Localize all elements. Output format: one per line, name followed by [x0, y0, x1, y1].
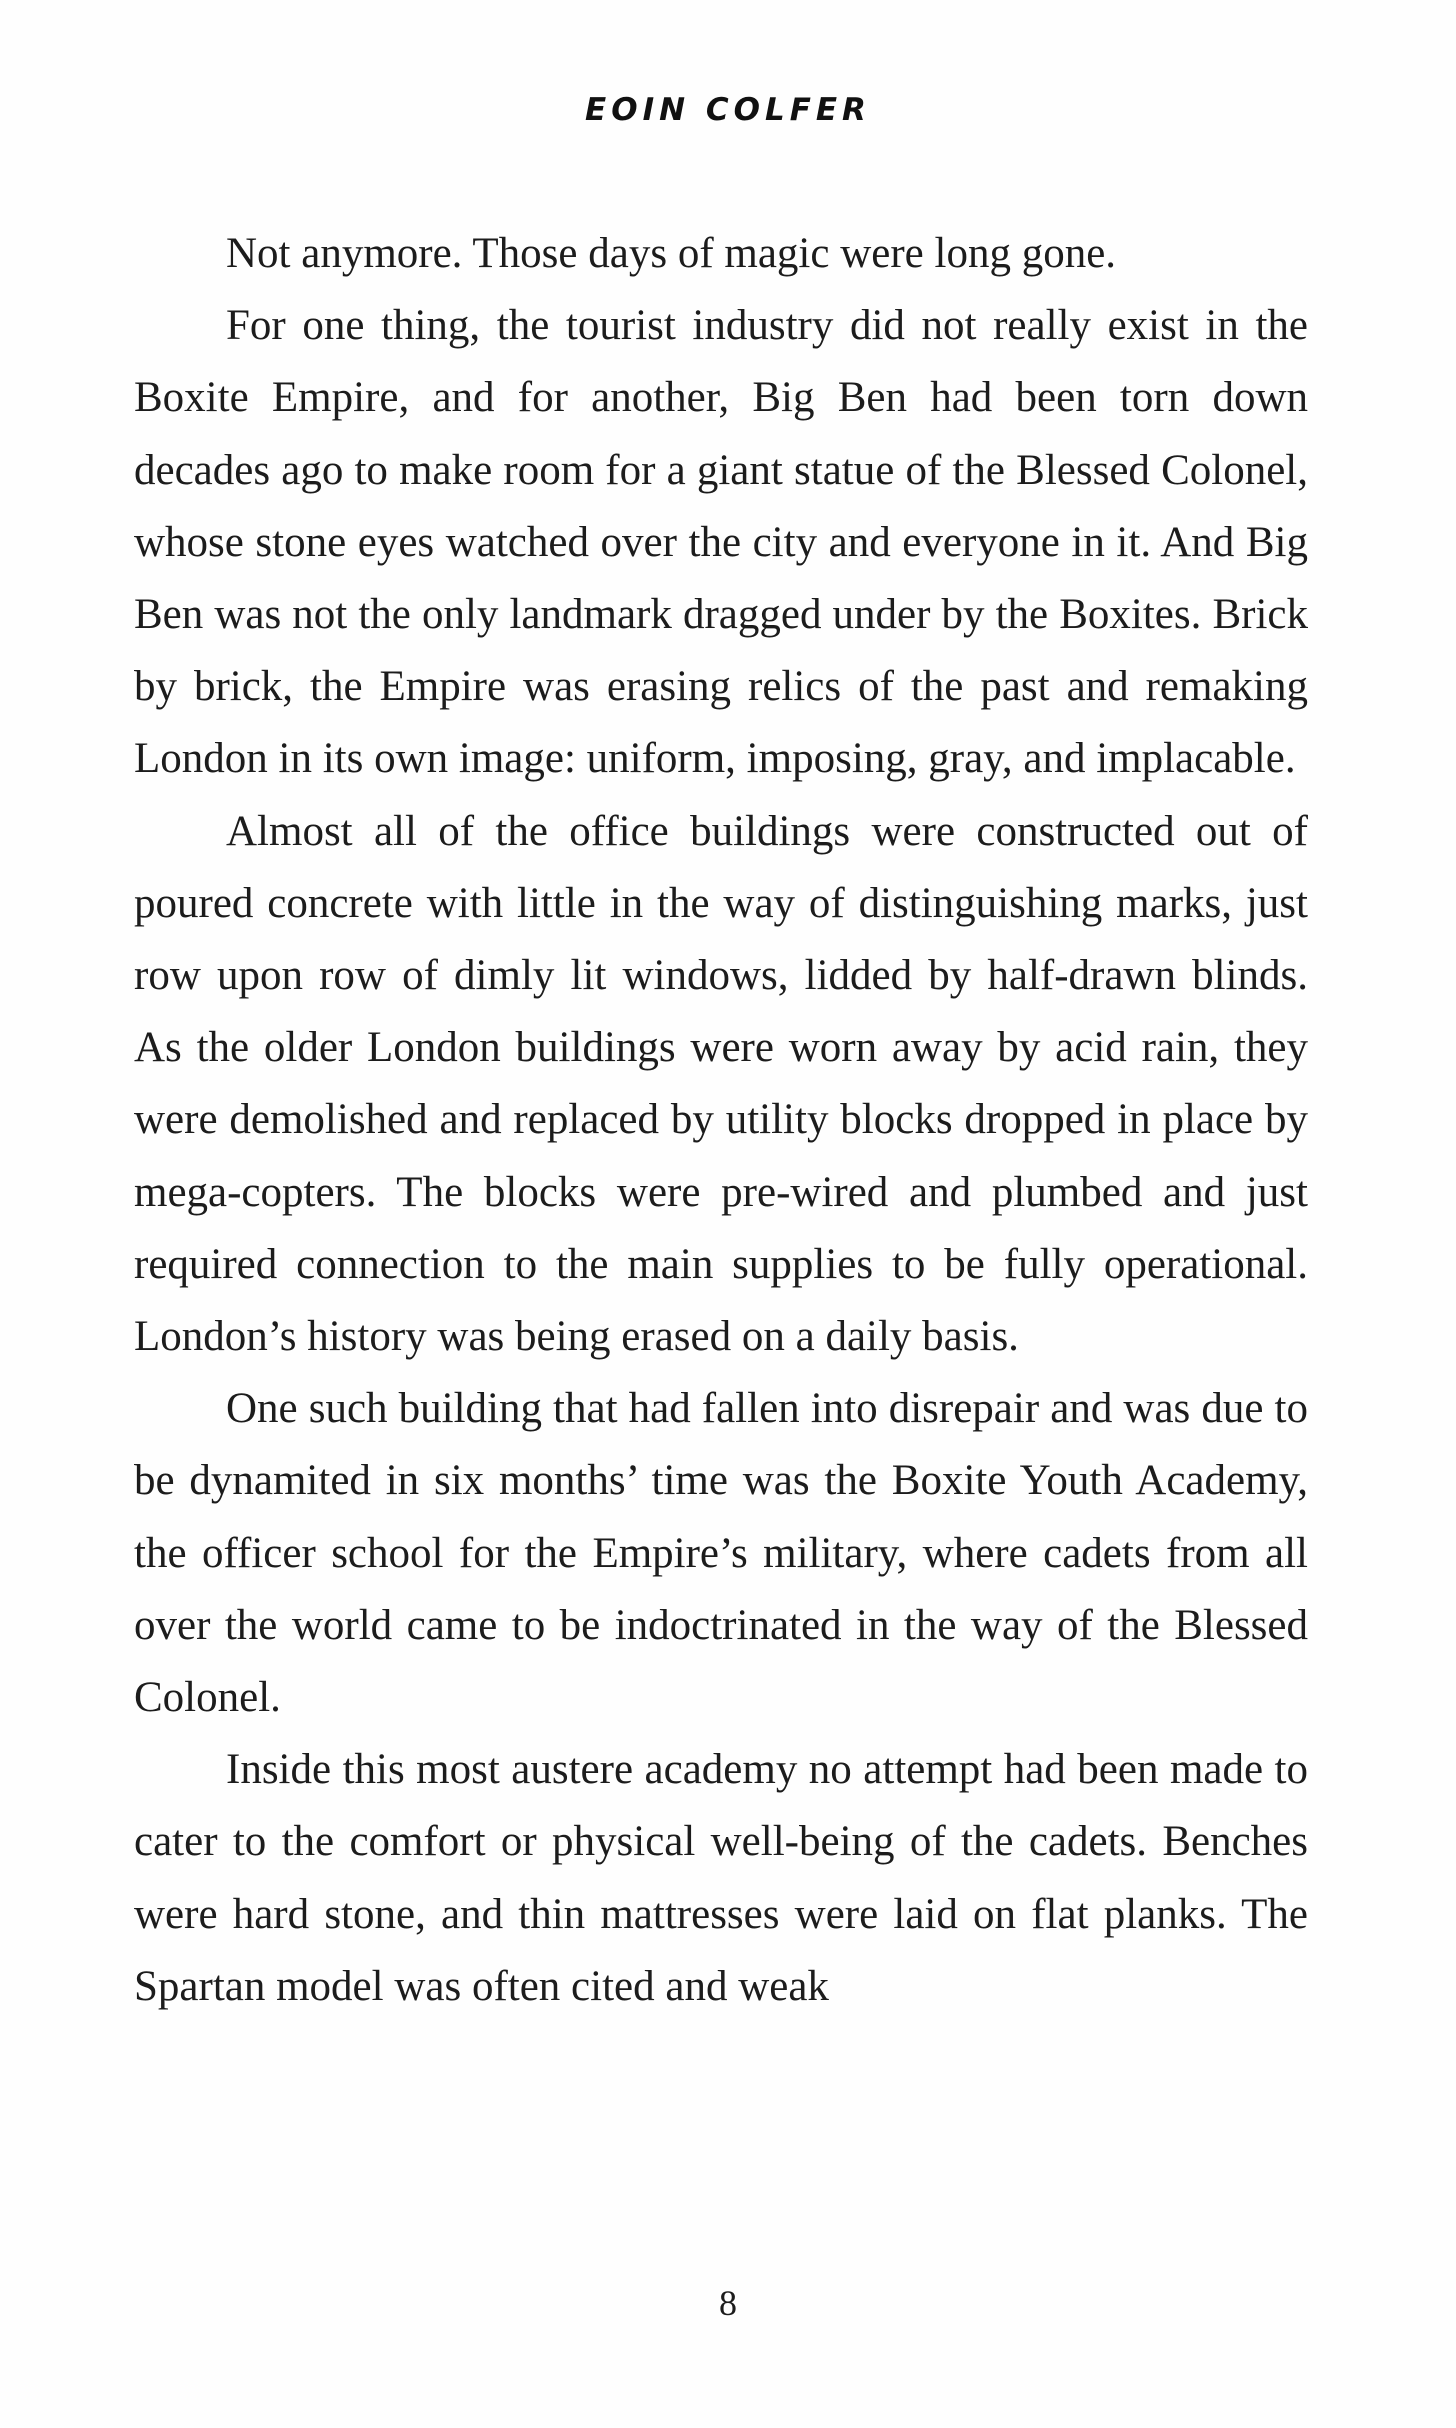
page-number: 8	[719, 2283, 737, 2323]
paragraph: Not anymore. Those days of magic were long gone.	[226, 230, 1117, 277]
running-head-author: EOIN COLFER	[585, 92, 871, 128]
paragraph: For one thing, the tourist industry did not really exist in the Boxite Empire, and for another, Big Ben had been torn down decades ago to make room for a giant statue of the Blessed Colonel, whose stone eyes watched over the city and everyone in it. And Big Ben was not the only landmark dragged under by the Boxites. Brick by brick, the Empire was erasing relics of the past and remaking London in its own image: uniform, imposing, gray, and implacable.	[134, 302, 1308, 783]
paragraph: Inside this most austere academy no attempt had been made to cater to the comfort or physical well-being of the cadets. Benches were hard stone, and thin mattresses were laid on flat planks. The Spartan model was often cited and weak	[134, 1746, 1308, 2010]
paragraph: Almost all of the office buildings were constructed out of poured concrete with little in the way of distinguishing marks, just row upon row of dimly lit windows, lidded by half-drawn blinds. As the older London buildings were worn away by acid rain, they were demolished and replaced by utility blocks dropped in place by mega-copters. The blocks were pre-wired and plumbed and just required connection to the main supplies to be fully operational. London’s history was being erased on a daily basis.	[134, 807, 1308, 1361]
body-text	[134, 218, 1308, 2023]
paragraph: One such building that had fallen into disrepair and was due to be dynamited in six months’ time was the Boxite Youth Academy, the officer school for the Empire’s military, where cadets from all over the world came to be indoctrinated in the way of the Blessed Colonel.	[134, 1385, 1308, 1722]
